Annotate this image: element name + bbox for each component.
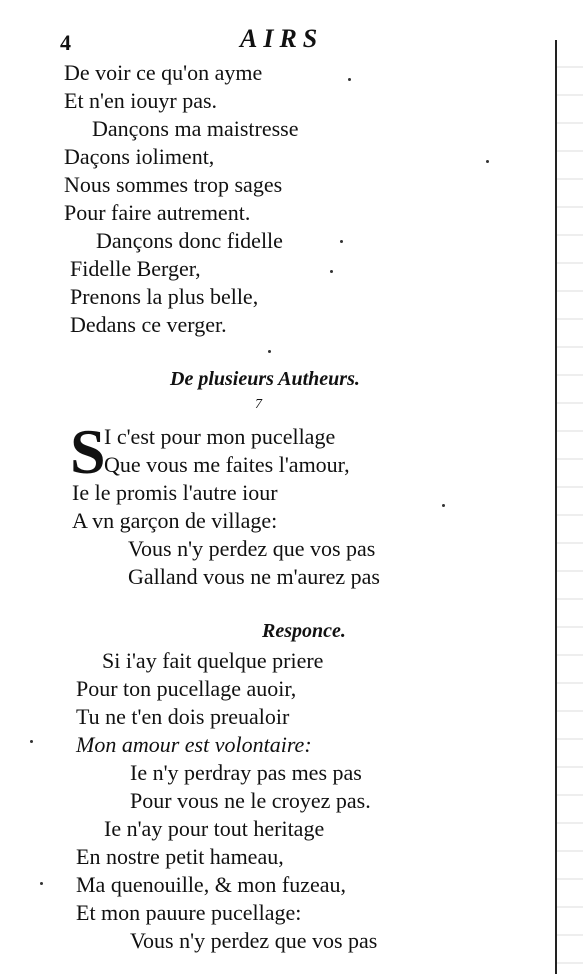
verse-line: Nous sommes trop sages	[64, 172, 283, 197]
section-heading: De plusieurs Autheurs.	[170, 368, 360, 390]
verse-line: Si i'ay fait quelque priere	[102, 648, 324, 673]
ink-speck	[348, 78, 351, 81]
verse-line: Fidelle Berger,	[70, 256, 201, 281]
verse-line: Vous n'y perdez que vos pas	[130, 928, 378, 953]
verse-line: En nostre petit hameau,	[76, 844, 284, 869]
verse-line: Pour faire autrement.	[64, 200, 251, 225]
verse-line: Que vous me faites l'amour,	[104, 452, 350, 477]
ink-speck	[442, 504, 445, 507]
ink-speck	[486, 160, 489, 163]
verse-line: Dedans ce verger.	[70, 312, 227, 337]
verse-line: I c'est pour mon pucellage	[104, 424, 336, 449]
verse-line: Ie le promis l'autre iour	[72, 480, 278, 505]
ink-speck	[40, 882, 43, 885]
verse-line: Ie n'ay pour tout heritage	[104, 816, 325, 841]
verse-line: Et n'en iouyr pas.	[64, 88, 218, 113]
section-heading: Responce.	[262, 620, 346, 642]
verse-line: Vous n'y perdez que vos pas	[128, 536, 376, 561]
verse-line: Prenons la plus belle,	[70, 284, 259, 309]
ink-speck	[30, 740, 33, 743]
verse-line: Dançons donc fidelle	[96, 228, 283, 253]
ink-speck	[340, 240, 343, 243]
page-number: 4	[60, 30, 71, 55]
verse-line: Pour ton pucellage auoir,	[76, 676, 297, 701]
ink-speck	[330, 270, 333, 273]
verse-line: Ma quenouille, & mon fuzeau,	[76, 872, 347, 897]
verse-line: Pour vous ne le croyez pas.	[130, 788, 371, 813]
running-head: AIRS	[240, 24, 324, 53]
ink-speck	[268, 350, 271, 353]
verse-line: Dançons ma maistresse	[92, 116, 299, 141]
verse-line: Tu ne t'en dois preualoir	[76, 704, 290, 729]
song-number: 7	[255, 397, 262, 412]
verse-line: Mon amour est volontaire:	[76, 732, 312, 757]
verse-line: De voir ce qu'on ayme	[64, 60, 263, 85]
verse-line: Galland vous ne m'aurez pas	[128, 564, 380, 589]
verse-line: Daçons ioliment,	[64, 144, 215, 169]
verse-line: Et mon pauure pucellage:	[76, 900, 302, 925]
drop-cap: S	[70, 416, 106, 487]
verse-line: A vn garçon de village:	[72, 508, 278, 533]
verse-line: Ie n'y perdray pas mes pas	[130, 760, 362, 785]
page-edge	[555, 40, 583, 974]
